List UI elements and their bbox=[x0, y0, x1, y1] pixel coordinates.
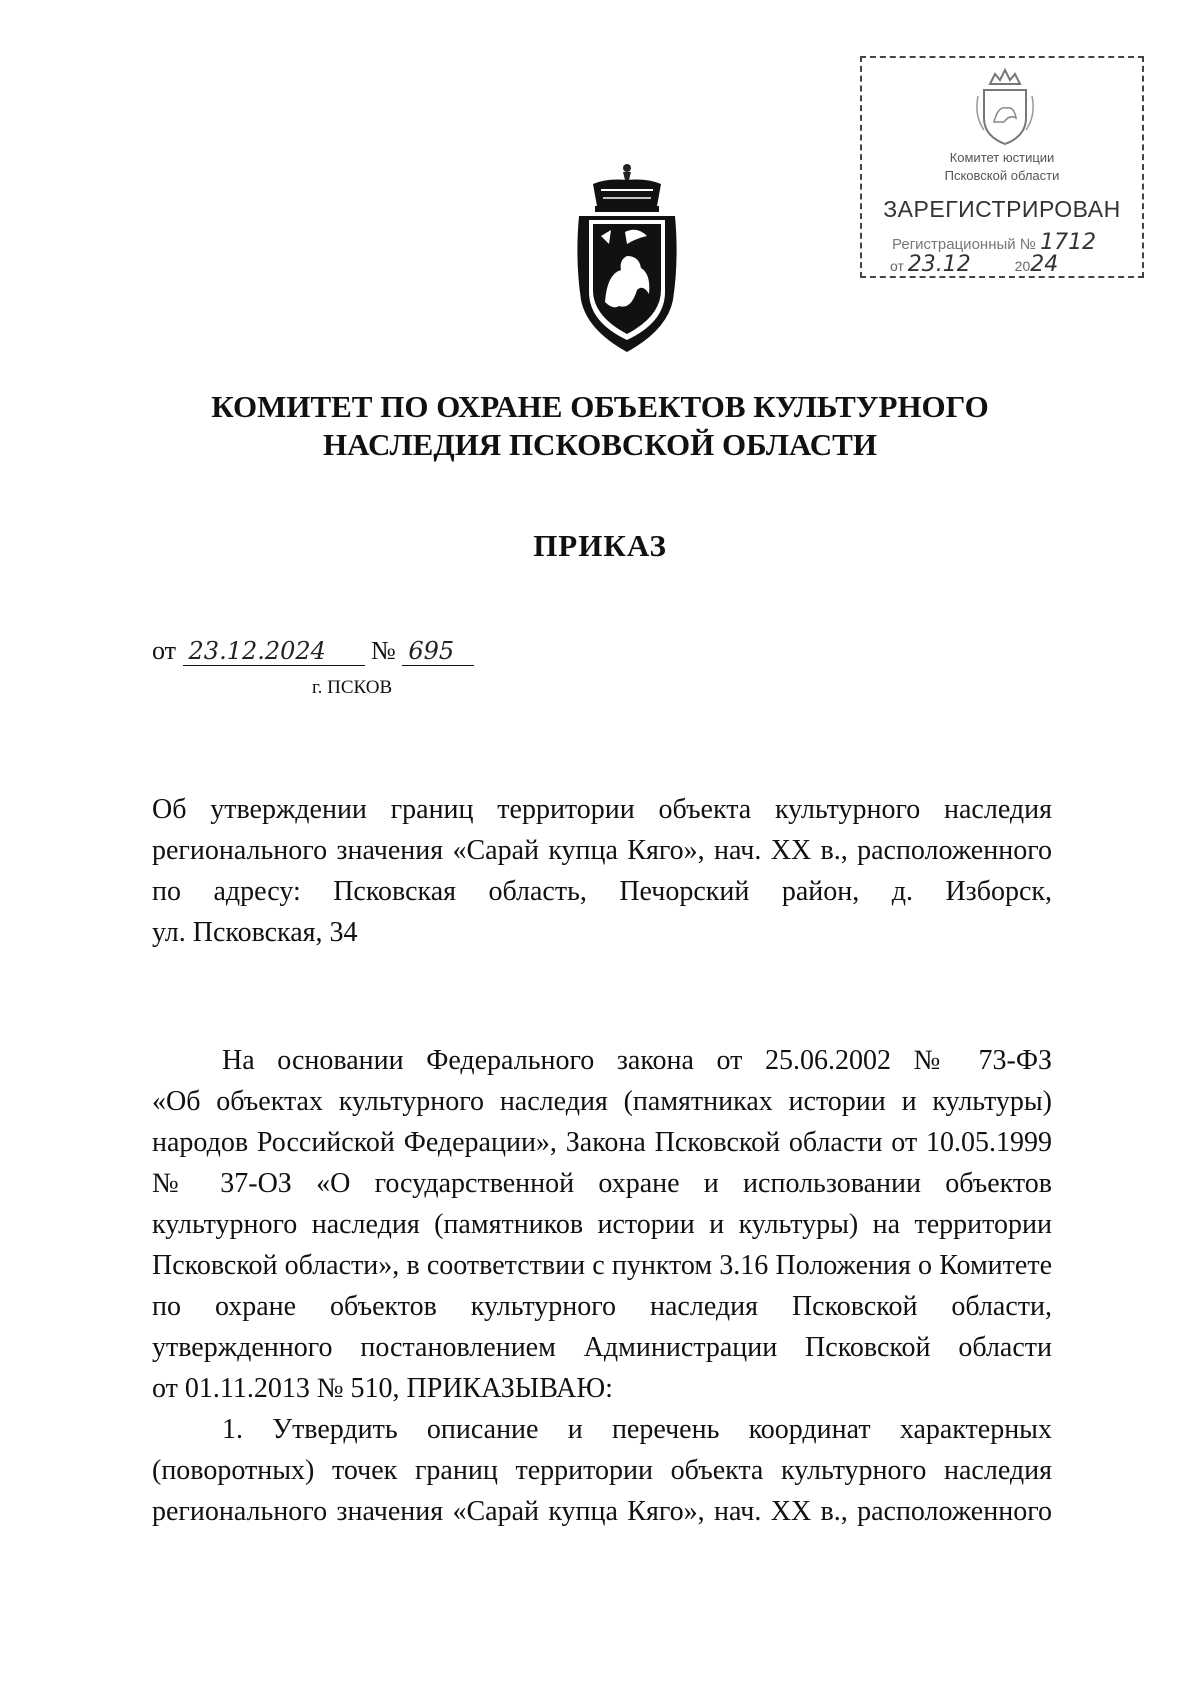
order-date-line bbox=[152, 636, 474, 666]
body-line: 1. Утвердить описание и перечень координат характерных bbox=[222, 1414, 1052, 1445]
order-subject bbox=[152, 789, 1052, 953]
order-city: г. ПСКОВ bbox=[312, 677, 393, 698]
body-line: № 37-ОЗ «О государственной охране и использовании объектов bbox=[152, 1168, 1052, 1199]
body-line: (поворотных) точек границ территории объекта культурного наследия bbox=[152, 1455, 1052, 1486]
stamp-date-year-prefix: 20 bbox=[1014, 258, 1031, 274]
organization-title-line1: КОМИТЕТ ПО ОХРАНЕ ОБЪЕКТОВ КУЛЬТУРНОГО bbox=[211, 389, 989, 424]
registration-stamp bbox=[860, 56, 1144, 278]
organization-title-line2: НАСЛЕДИЯ ПСКОВСКОЙ ОБЛАСТИ bbox=[323, 427, 877, 462]
body-line: народов Российской Федерации», Закона Псковской области от 10.05.1999 bbox=[152, 1127, 1052, 1158]
order-number-field: 695 bbox=[402, 637, 474, 666]
stamp-organization-line2: Псковской области bbox=[944, 168, 1060, 183]
stamp-status: ЗАРЕГИСТРИРОВАН bbox=[883, 196, 1121, 222]
stamp-organization-line1: Комитет юстиции bbox=[949, 150, 1055, 165]
body-line: утвержденного постановлением Администрации Псковской области bbox=[152, 1332, 1052, 1363]
body-line: культурного наследия (памятников истории и культуры) на территории bbox=[152, 1209, 1052, 1240]
order-from-label: от bbox=[152, 636, 177, 665]
body-line: На основании Федерального закона от 25.06.2002 № 73-ФЗ bbox=[222, 1045, 1052, 1076]
body-line: «Об объектах культурного наследия (памятниках истории и культуры) bbox=[152, 1086, 1052, 1117]
stamp-reg-label: Регистрационный № bbox=[892, 236, 1036, 253]
order-body bbox=[152, 1040, 1052, 1532]
subject-line: по адресу: Псковская область, Печорский район, д. Изборск, bbox=[152, 876, 1052, 907]
stamp-emblem-icon bbox=[970, 66, 1040, 148]
order-number-label: № bbox=[371, 636, 396, 665]
stamp-date-label: от bbox=[890, 258, 904, 274]
body-line: по охране объектов культурного наследия Псковской области, bbox=[152, 1291, 1052, 1322]
stamp-reg-number-value: 1712 bbox=[1040, 230, 1097, 255]
document-type-title: ПРИКАЗ bbox=[533, 528, 667, 563]
subject-line: регионального значения «Сарай купца Кяго», нач. XX в., расположенного bbox=[152, 835, 1052, 866]
body-line: Псковской области», в соответствии с пунктом 3.16 Положения о Комитете bbox=[152, 1250, 1052, 1281]
stamp-date bbox=[890, 252, 1058, 277]
subject-line: ул. Псковская, 34 bbox=[152, 917, 358, 948]
body-line: регионального значения «Сарай купца Кяго», нач. XX в., расположенного bbox=[152, 1496, 1052, 1527]
stamp-date-day-month: 23.12 bbox=[907, 252, 971, 277]
subject-line: Об утверждении границ территории объекта культурного наследия bbox=[152, 794, 1052, 825]
pskov-coat-of-arms-icon bbox=[567, 160, 687, 356]
stamp-date-year-suffix: 24 bbox=[1030, 252, 1059, 277]
body-line: от 01.11.2013 № 510, ПРИКАЗЫВАЮ: bbox=[152, 1373, 613, 1404]
order-date-field: 23.12.2024 bbox=[183, 637, 365, 666]
